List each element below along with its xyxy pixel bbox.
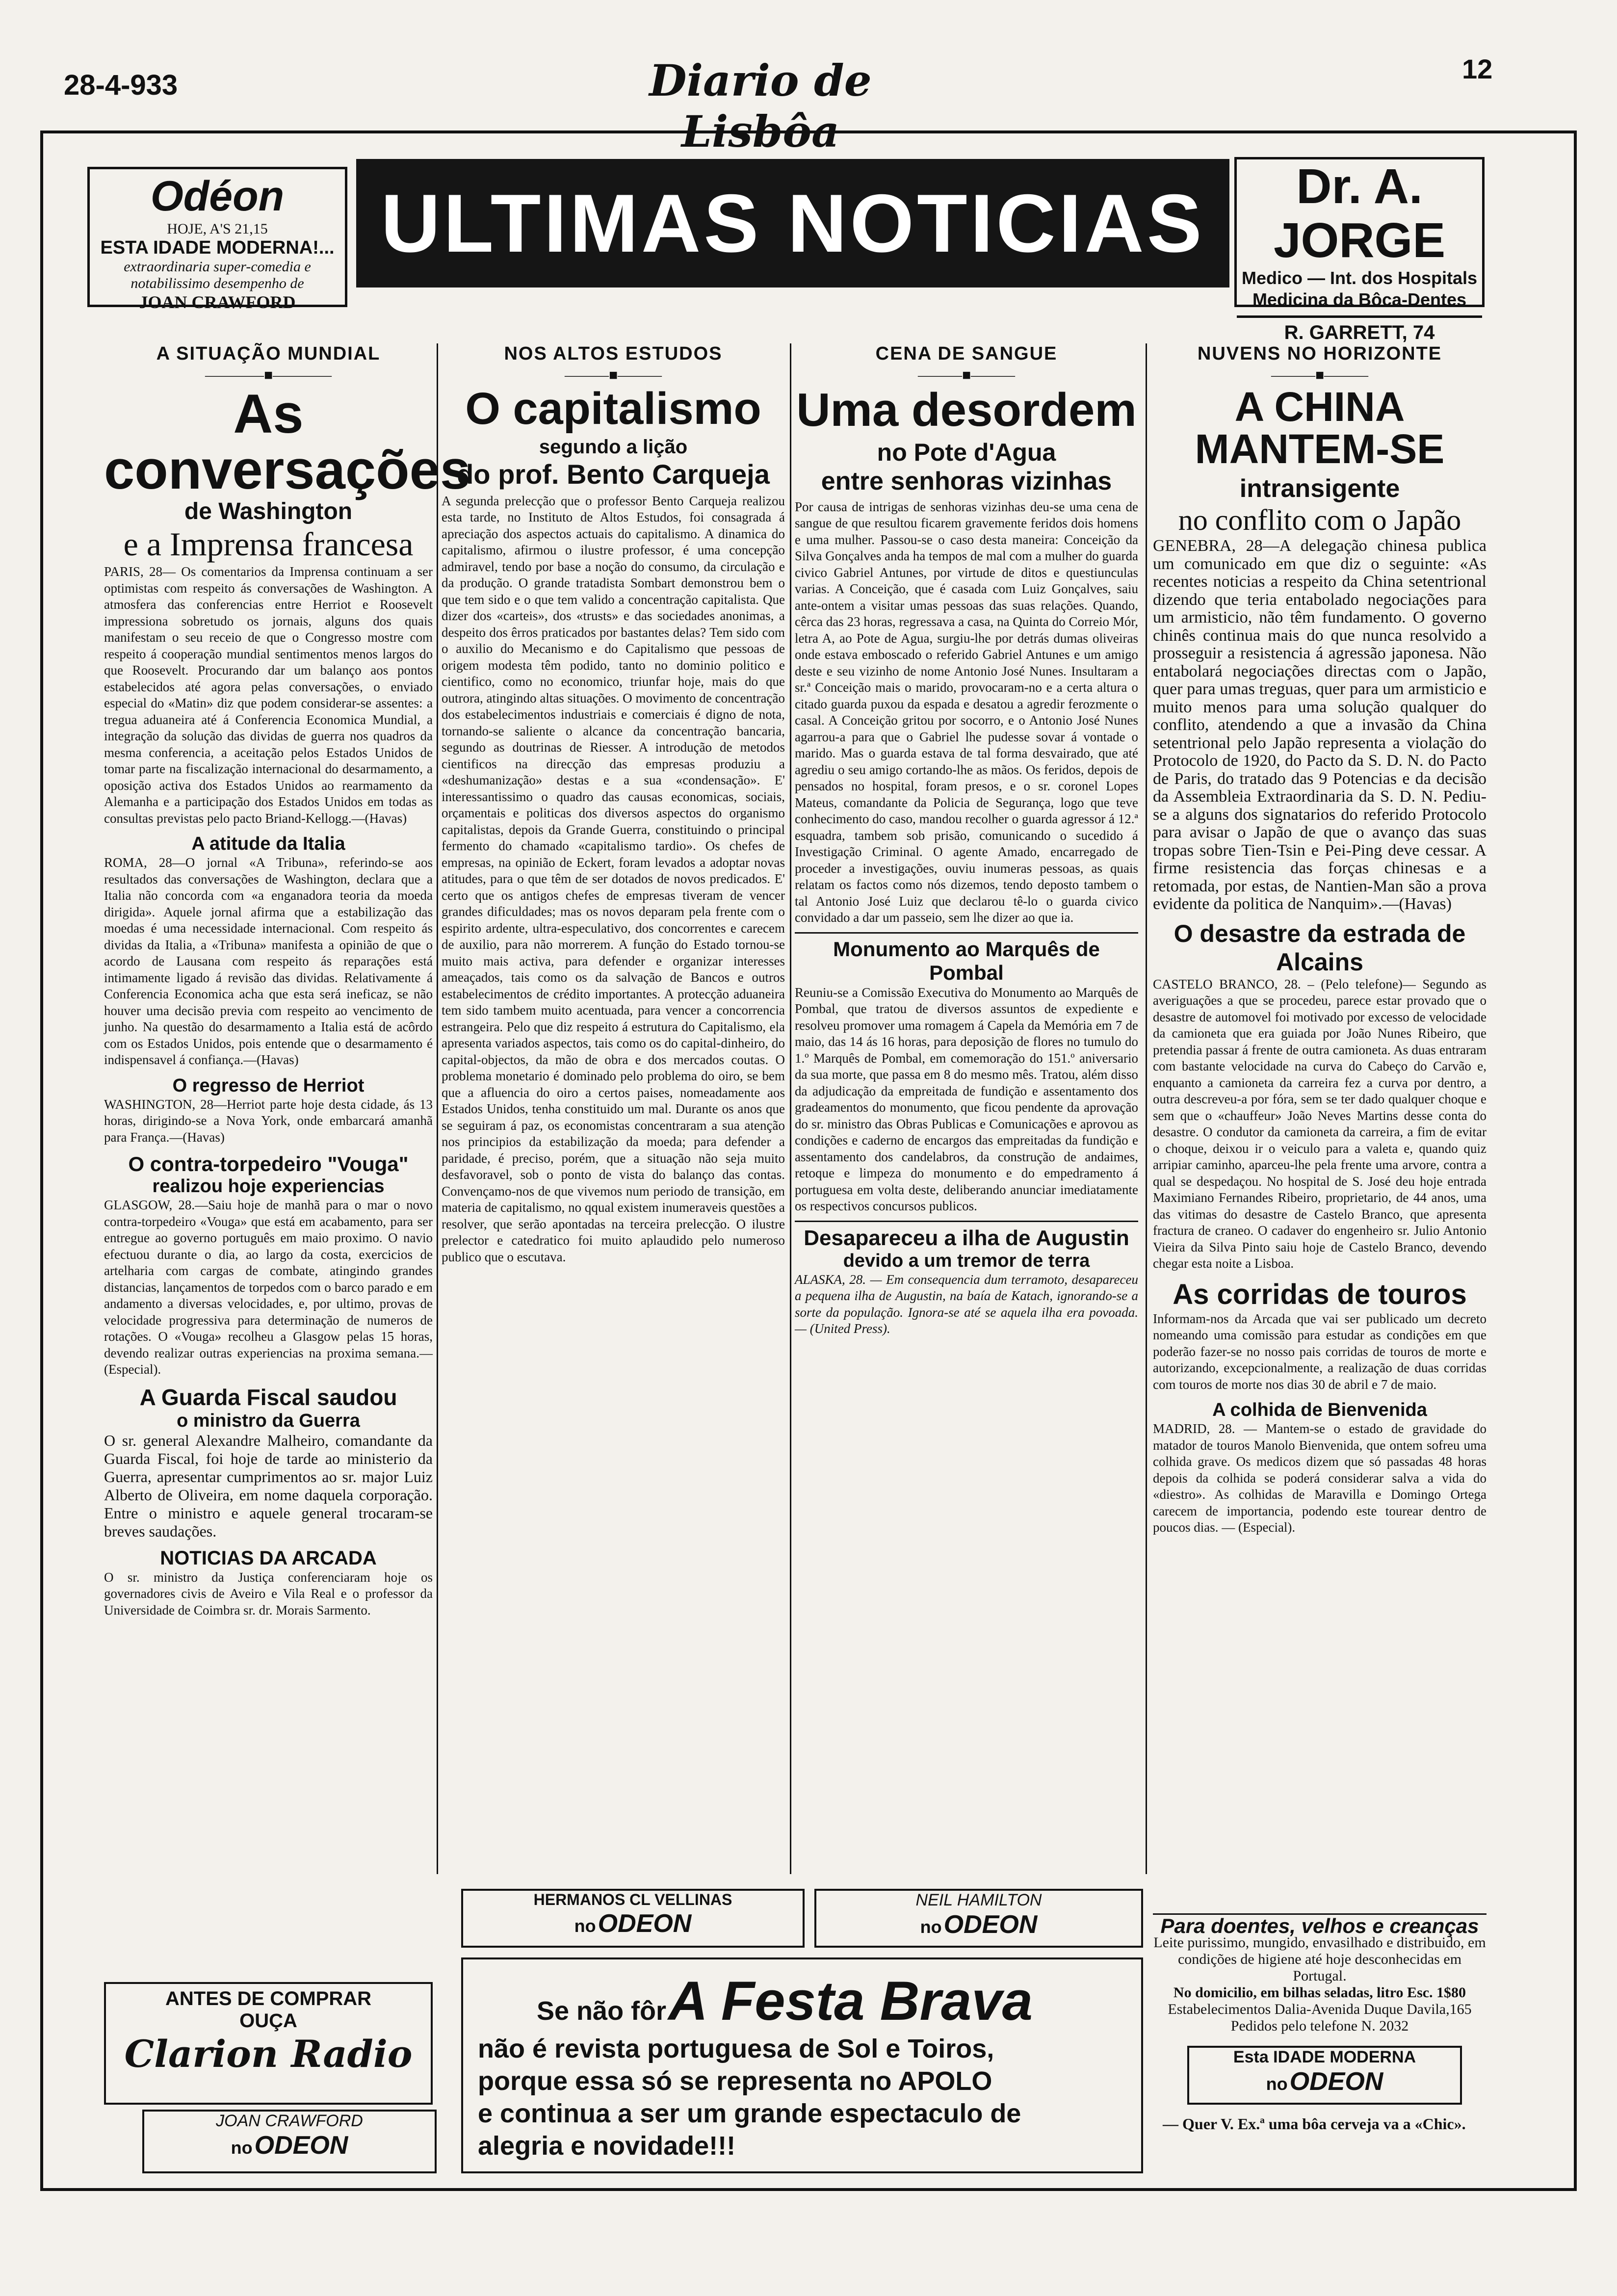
- ad-title: Dr. A. JORGE: [1273, 159, 1446, 268]
- article-subhead: O regresso de Herriot: [172, 1075, 365, 1096]
- ad-text: Se não fôr: [537, 1996, 667, 2026]
- ad-text: NEIL HAMILTON: [915, 1891, 1042, 1909]
- article-body: O sr. general Alexandre Malheiro, comandante da Guarda Fiscal, foi hoje de tarde ao ministerio da Guerra, apresentar cumprimentos ao sr. major Luiz Alberto de Oliveira, em nome daquela corporação. Entre o ministro e aquele general trocaram-se breves saudações.: [104, 1431, 433, 1540]
- section-label: CENA DE SANGUE: [875, 343, 1058, 364]
- article-subhead: realizou hoje experiencias: [152, 1176, 385, 1197]
- article-body: A segunda prelecção que o professor Bento Carqueja realizou esta tarde, no Instituto de Altos Estudos, foi consagrada á apreciação dos aspectos actuais do capitalismo. A dinamica do capitalismo, afirmou o ilustre professor, é uma concepção admiravel, tendo por base a noção do consumo, da circulação e da produção. O grande tratadista Sombart demonstrou bem o que tem sido e o que tem valido a concentração capitalista. Que dizer dos «carteis», dos «trusts» e das sociedades anonimas, a despeito dos êrros praticados por bastantes delas? Tem sido com o auxilio do Mecanismo e do Capitalismo que pessoas de origem modesta têm podido, tanto no dominio politico e cientifico, como no economico, triunfar hoje, mais do que outrora, atingindo altas situações. O movimento de concentração dos estabelecimentos industriais e comerciais é digno de nota, tornando-se saliente o alcance da concentração bancaria, segundo as doutrinas de Riesser. A introdução de metodos cientificos na direcção das empresas produziu a «deshumanização» destas e a sua «condensação». E' interessantissimo o quadro das causas economicas, sociais, orçamentais e politicas dos diversos aspectos do organismo capitalistas, depois da Grande Guerra, constituindo o principal fermento do chamado «capitalismo tardio». Os chefes de empresas, na opinião de Eckert, foram levados a adoptar novas atitudes, para o que têm de ser dotados de novos predicados. E' certo que os antigos chefes de empresas tiveram de vencer grandes dificuldades; mas os novos deparam pela frente com o espirito ardente, ultra-especulativo, dos concorrentes e carecem de auxilio, para não morrerem. A função do Estado tornou-se muito mais activa, para defender e organizar interesses ameaçados, tais como os da salvação de Bancos e outros estabelecimentos de crédito importantes. A protecção aduaneira tem sido tambem muito acentuada, para vencer a concorrencia estrangeira. Pelo que diz respeito á estrutura do Capitalismo, ela apresenta variados aspectos, tais como os do capital-dinheiro, do capital-objectos, da mão de obra e dos mercados coutas. O problema monetario é dominado pelo problema do oiro, se bem que a afluencia do oiro a certos paises, nomeadamente aos Estados Unidos, tenha constituido um mal. Durante os anos que se seguiram á paz, os economistas concentraram a sua atenção nos principios da estabilização da moeda; para defender a paridade, é preciso, porém, que a situação não seja muito desfavoravel, sob o ponto de vista do balanço das contas. Convençamo-nos de que vivemos num periodo de transição, em materia de capitalismo, no qqual existem inumeraveis questões a resolver, que serão apontadas na terceira prelecção. O ilustre prelector e catedratico foi muito aplaudido pelo numeroso publico que o escutava.: [442, 493, 785, 1264]
- ad-title: Para doentes, velhos e creanças: [1160, 1914, 1479, 1937]
- ad-text: no: [1266, 2074, 1288, 2094]
- ad-idade-moderna-odeon: [1187, 2046, 1462, 2105]
- article-body: Por causa de intrigas de senhoras vizinhas deu-se uma cena de sangue de que resultou ficarem gravemente feridos dois homens e uma mulher. Passou-se o caso desta maneira: Conceição da Silva Gonçalves anda ha tempos de mal com a mulher do guarda civico Gabriel Antunes, por virtude de ditos e questiunculas varias. A Conceição, que é casada com Luiz Gonçalves, saiu ante-ontem a visitar umas pessoas das suas relações. Quando, cêrca das 23 horas, regressava a casa, na Quinta do Correio Mór, letra A, ao Pote de Agua, surgiu-lhe por detrás dumas oliveiras onde estava emboscado o referido Gabriel Antunes e um amigo deste e seu vizinho de nome Antonio José Nunes. Insultaram a sr.ª Conceição mais o marido, provocaram-no e a certa altura o citado guarda puxou da espada e desatou a agredir ferozmente o casal. A Conceição gritou por socorro, e o Antonio José Nunes agarrou-a para que o Gabriel lhe pudesse sovar á vontade o marido. Mas o guarda estava de tal forma desvairado, que até agrediu o seu amigo cortando-lhe as mãos. Os feridos, depois de pensados no hospital, foram presos, e o sr. coronel Lopes Mateus, comandante da Policia de Segurança, logo que teve conhecimento do caso, mandou recolher o guarda agressor á 12.ª esquadra, tambem sob prisão, comunicando o sucedido á Investigação Criminal. O agente Amado, encarregado de proceder a investigações, ouviu inumeras pessoas, as quais relatam os factos como nós dizemos, tendo deposto tambem o tal Antonio José Luiz que declarou tê-lo o guarda civico convidado a dar um passeio, sem lhe dizer ao que ia.: [795, 499, 1138, 925]
- ad-text: Medico — Int. dos Hospitals: [1241, 268, 1478, 288]
- article-subhead: intransigente: [1239, 474, 1400, 503]
- ad-text: A Festa Brava: [668, 1970, 1033, 2032]
- banner-ultimas-noticias: ULTIMAS NOTICIAS: [356, 159, 1229, 287]
- article-body: Reuniu-se a Comissão Executiva do Monumento ao Marquês de Pombal, que tratou de diversos assuntos de expediente e resolveu promover uma romagem á Capela da Memória em 7 de maio, das 14 ás 16 horas, para deposição de flores no tumulo do 1.º Marquês de Pombal, em comemoração do 151.º aniversario da sua morte, que passa em 8 do mesmo mês. Tratou, além disso da adjudicação da empreitada de fundição e assentamento dos gradeamentos do monumento, que ficou pendente da aprovação do sr. ministro das Obras Publicas e Comunicações e aprovou as condições e caderno de encargos das empreitadas da fundição e assentamento dos candelabros, da construção de andaimes, retoque e limpeza do monumento e do empedramento á portuguesa em volta deste, deliberando anunciar imediatamente os respectivos concursos publicos.: [795, 985, 1138, 1214]
- ad-text: No domicilio, em bilhas seladas, litro Esc. 1$80: [1173, 1984, 1466, 2001]
- article-body: MADRID, 28. — Mantem-se o estado de gravidade do matador de touros Manolo Bienvenida, que ontem sofreu uma colhida grave. Os medicos dizem que só passadas 48 horas depois da colhida se poderá considerar salva a vida do «diestro». As colhidas de Maravilla e Domingo Ortega carecem de importancia, podendo este tourear dentro de poucos dias. — (Especial).: [1153, 1421, 1487, 1535]
- article-body: GLASGOW, 28.—Saiu hoje de manhã para o mar o novo contra-torpedeiro «Vouga» que está em acabamento, para ser entregue ao governo português em maio proximo. O navio efectuou durante o dia, ao largo da costa, exercicios de artelharia com cargas de combate, atingindo grandes distancias, lançamentos de torpedos com o barco parado e em andamento a diversas velocidades, e, por ultimo, provas de velocidade progressiva para determinação de numeros de rotações. O «Vouga» recolheu a Glasgow pelas 15 horas, devendo realizar outras experiencias na proxima semana.—(Especial).: [104, 1198, 433, 1377]
- ad-text: ESTA IDADE MODERNA!...: [100, 237, 335, 258]
- ad-festa-brava: [461, 1957, 1143, 2173]
- ad-text: ANTES DE COMPRAR: [165, 1988, 372, 2009]
- article-headline: O capitalismo: [465, 384, 761, 434]
- article-body: CASTELO BRANCO, 28. – (Pelo telefone)— Segundo as averiguações a que se procedeu, parece estar provado que o desastre de automovel foi motivado por excesso de velocidade da camioneta que era guiada por João Nunes Ribeiro, que pretendia passar á frente de outra camioneta. As duas entraram com bastante velocidade na curva do Cabeço do Carvão e, enquanto a camioneta da carreira fez a curva por dentro, a outra descreveu-a por fóra, sem se ter dado qualquer choque e sem que o «chauffeur» João Neves Martins desse conta do desastre. O condutor da camioneta da carreira, a fim de evitar o choque, deixou ir o veiculo para a valeta e, quando quiz arripiar caminho, aparceu-lhe pela frente uma arvore, contra a qual se despedaçou. No hospital de S. José deu hoje entrada Maximiano Fernandes Ribeiro, proprietario, de 44 anos, uma das vitimas do desastre de Castelo Branco, que apresenta fractura de craneo. O cadaver do engenheiro sr. Julio Antonio Vieira da Silva Pinto saiu hoje de Castelo Branco, devendo chegar esta noite a Lisboa.: [1153, 976, 1487, 1271]
- article-headline: O desastre da estrada de Alcains: [1174, 919, 1466, 976]
- article-body: O sr. ministro da Justiça conferenciaram hoje os governadores civis de Aveiro e Vila Real e o professor da Universidade de Coimbra sr. dr. Morais Sarmento.: [104, 1569, 433, 1618]
- article-body: ALASKA, 28. — Em consequencia dum terramoto, desapareceu a pequena ilha de Augustin, na baía de Katach, ignorando-se a sorte da população. Ignora-se até se aquela ilha era povoada. — (United Press).: [795, 1272, 1138, 1336]
- ad-text: ODEON: [943, 1910, 1038, 1939]
- clarion-logo: Clarion Radio: [124, 2032, 413, 2076]
- article-headline: A CHINA MANTEM-SE: [1195, 384, 1445, 472]
- article-headline: Uma desordem: [796, 384, 1137, 436]
- article-headline: NOTICIAS DA ARCADA: [160, 1547, 377, 1569]
- ad-odeon-crawford: [142, 2110, 437, 2173]
- ad-neil-odeon: [814, 1889, 1143, 1948]
- article-subhead: e a Imprensa francesa: [123, 525, 414, 563]
- section-label: A SITUAÇÃO MUNDIAL: [156, 343, 381, 364]
- article-subhead: no Pote d'Agua: [877, 438, 1056, 466]
- article-subhead: A colhida de Bienvenida: [1212, 1400, 1427, 1421]
- ornament: ———■———: [564, 367, 662, 383]
- column-rule: [437, 343, 438, 1874]
- article-headline: As conversações: [104, 383, 471, 501]
- ad-text: Esta IDADE MODERNA: [1233, 2048, 1416, 2066]
- ornament: ———■———: [917, 367, 1016, 383]
- ad-text: alegria e novidade!!!: [478, 2131, 736, 2161]
- ad-leite-dalia: [1153, 1913, 1487, 2036]
- ad-venue: [1189, 2067, 1460, 2096]
- ad-venue: [816, 1910, 1141, 1939]
- odeon-logo: Odéon: [150, 173, 285, 220]
- article-body: WASHINGTON, 28—Herriot parte hoje desta cidade, ás 13 horas, dirigindo-se a Nova York, onde embarcará amanhã para França.—(Havas): [104, 1096, 433, 1145]
- article-headline: Monumento ao Marquês de Pombal: [795, 932, 1138, 985]
- ad-text: no: [231, 2138, 253, 2158]
- column-4: [1153, 343, 1487, 1536]
- article-headline: A Guarda Fiscal saudou: [139, 1384, 397, 1410]
- masthead-title: Diario de Lisbôa: [649, 55, 872, 157]
- ornament: ———■———: [1271, 367, 1369, 383]
- ad-venue: [463, 1909, 803, 1938]
- ad-chic: — Quer V. Ex.ª uma bôa cerveja va a «Chic».: [1163, 2115, 1466, 2133]
- ad-text: porque essa só se representa no APOLO: [478, 2066, 992, 2096]
- ad-text: Medicina da Bôca-Dentes: [1252, 289, 1467, 310]
- ad-text: HERMANOS CL VELLINAS: [533, 1891, 732, 1908]
- ad-text: não é revista portuguesa de Sol e Toiros,: [478, 2034, 994, 2063]
- ad-text: ODEON: [598, 1909, 692, 1938]
- ad-text: no: [574, 1916, 596, 1936]
- ad-text: extraordinaria super-comedia e notabilissimo desempenho de: [124, 259, 311, 291]
- ad-venue: [144, 2131, 435, 2160]
- section-label: NOS ALTOS ESTUDOS: [504, 343, 723, 364]
- article-body: Informam-nos da Arcada que vai ser publicado um decreto nomeando uma comissão para estudar as condições em que poderão fazer-se no nosso pais corridas de touros de morte e autorizando, excepcionalmente, a realização de duas corridas com touros de morte nos dias 30 de abril e 7 de maio.: [1153, 1311, 1487, 1392]
- column-2: [442, 343, 785, 1265]
- article-subhead: A atitude da Italia: [191, 834, 345, 855]
- article-subhead: de Washington: [184, 498, 353, 525]
- article-headline: As corridas de touros: [1173, 1278, 1467, 1310]
- article-headline: O contra-torpedeiro "Vouga": [128, 1152, 409, 1176]
- ad-text: ODEON: [1289, 2067, 1383, 2096]
- ad-clarion-radio: [104, 1982, 433, 2105]
- ad-address: R. GARRETT, 74: [1237, 315, 1482, 347]
- ad-text: JOAN CRAWFORD: [216, 2112, 363, 2130]
- article-subhead: devido a um tremor de terra: [843, 1250, 1090, 1271]
- ad-text: HOJE, A'S 21,15: [167, 221, 268, 237]
- column-rule: [790, 343, 791, 1874]
- ad-text: OUÇA: [239, 2010, 297, 2032]
- column-1: [104, 343, 471, 1618]
- article-subhead: segundo a lição: [539, 436, 688, 458]
- masthead-date: 28-4-933: [64, 69, 178, 101]
- ad-text: Leite purissimo, mungido, envasilhado e distribuido, em condições de higiene até hoje desconhecidas em Portugal.: [1153, 1934, 1486, 1984]
- ad-text: no: [920, 1917, 942, 1937]
- column-rule: [1146, 343, 1147, 1874]
- article-subhead: o ministro da Guerra: [177, 1410, 360, 1431]
- ad-hermanos-odeon: [461, 1889, 805, 1948]
- article-subhead: entre senhoras vizinhas: [821, 467, 1112, 496]
- ad-text: JOAN CRAWFORD: [139, 292, 296, 312]
- ad-text: Estabelecimentos Dalia-Avenida Duque Davila,165: [1168, 2001, 1472, 2017]
- ad-text: ODEON: [254, 2131, 348, 2160]
- ornament: ————■————: [205, 367, 332, 383]
- article-body: PARIS, 28— Os comentarios da Imprensa continuam a ser optimistas com respeito ás conversações de Washington. A atmosfera das conferencias entre Herriot e Roosevelt impressiona sobretudo os jornais, alguns dos quais manifestam o seu receio de que o Congresso mostre com respeito á cooperação mundial sentimentos menos largos do que Roosevelt. Procurando dar um balanço aos pontos estabelecidos até agora pelas conversações, o enviado especial do «Matin» diz que podem considerar-se assentes: a tregua aduaneira até á Conferencia Economica Mundial, a integração da solução das dividas de guerra nos quadros da mesma conferencia, a aceitação pelos Estados Unidos de tomar parte na fiscalização internacional do desarmamento, a oposição activa dos Estados Unidos ao rearmamento da Alemanha e a participação dos Estados Unidos em todas as consultas previstas pelo pacto Briand-Kellogg.—(Havas): [104, 564, 433, 826]
- ad-odeon-top: [87, 167, 347, 312]
- article-headline: Desapareceu a ilha de Augustin: [795, 1221, 1138, 1251]
- article-body: GENEBRA, 28—A delegação chinesa publica um comunicado em que diz o seguinte: «As recentes noticias a respeito da China setentrional dizendo que teria entabolado negociações para um armisticio, não têm fundamento. O governo chinês continua mais do que nunca resolvido a prosseguir a resistencia á agressão japonesa. Não entabolará negociações directas com o Japão, quer para umas treguas, quer para um armisticio e muito menos para uma solução qualquer do conflito, atendendo a que a invasão da China setentrional pelo Japão representa a violação do Protocolo de 1920, do Pacto da S. D. N. do Pacto de Paris, do tratado das 9 Potencias e da decisão da Assembleia Extraordinaria da S. D. N. Pediu-se a alguns dos signatarios do referido Protocolo para avisar o Japão de que o avanço das suas tropas sobre Tien-Tsin e Pei-Ping deve cessar. A firme resistencia das forças chinesas e a retomada, por estas, de Nantien-Man são a prova evidente da politica de Nanquim».—(Havas): [1153, 537, 1487, 913]
- page-number: 12: [1462, 53, 1493, 84]
- ad-text: Pedidos pelo telefone N. 2032: [1230, 2018, 1409, 2034]
- ad-headline: [478, 1969, 1126, 2033]
- ad-dr-jorge: [1234, 157, 1485, 343]
- ad-text: e continua a ser um grande espectaculo de: [478, 2099, 1021, 2128]
- article-body: ROMA, 28—O jornal «A Tribuna», referindo-se aos resultados das conversações de Washington, declara que a Italia não concorda com «a enganadora teoria da moeda dirigida». Aquele jornal afirma que a estabilização das moedas é uma necessidade internacional. Com respeito ás dividas da Italia, a «Tribuna» manifesta a opinião de que o acordo de Lausana com respeito ás reparações está intimamente ligado á revisão das dividas. Relativamente á Conferencia Economica acha que esta será ineficaz, se não houver uma decisão previa com respeito ao vencimento de junho. Na questão do desarmamento a Italia está de acôrdo com os Estados Unidos, pois entende que o desarmamento é indispensavel á confiança.—(Havas): [104, 855, 433, 1068]
- article-subhead: no conflito com o Japão: [1178, 504, 1461, 537]
- column-3: [795, 343, 1138, 1337]
- article-subhead: do prof. Bento Carqueja: [457, 458, 770, 490]
- section-label: NUVENS NO HORIZONTE: [1197, 343, 1442, 364]
